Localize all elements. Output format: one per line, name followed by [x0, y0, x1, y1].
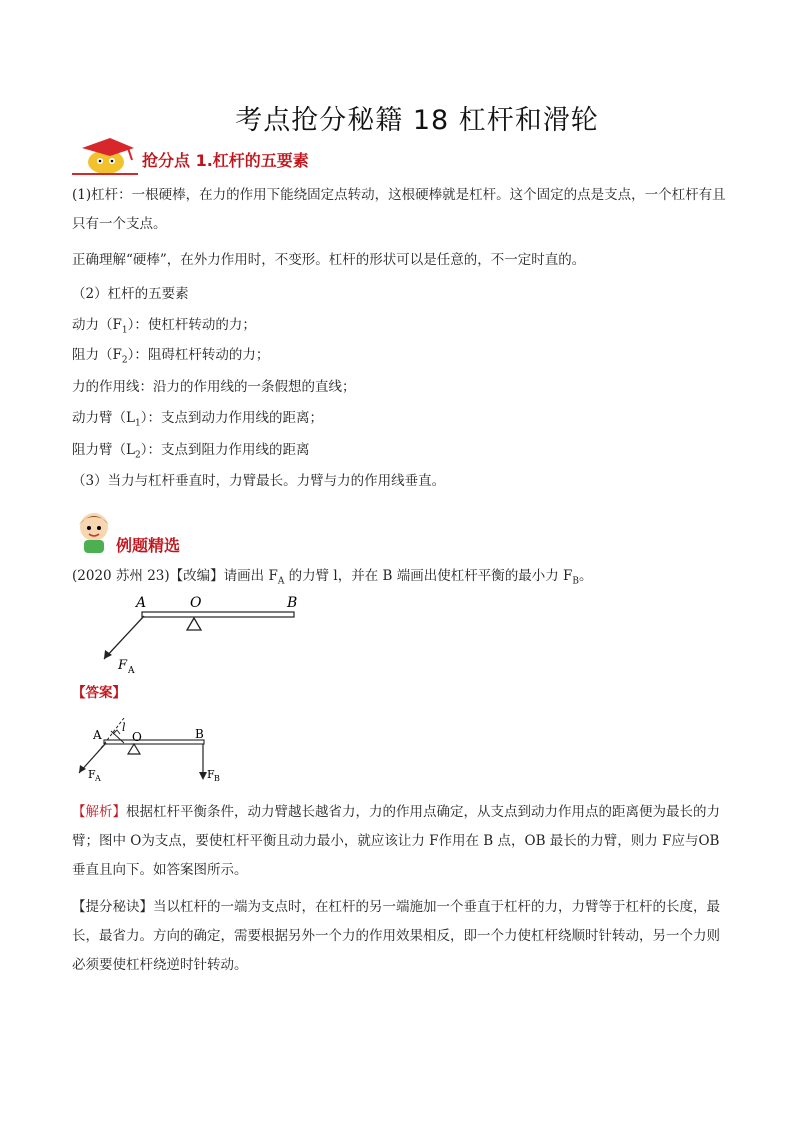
girl-mascot-icon	[70, 505, 118, 555]
answer-label-a: A	[93, 728, 102, 742]
answer-label-fa-sub: A	[95, 774, 101, 783]
graduation-cap-mascot-icon	[70, 134, 140, 178]
paragraph-effort-arm: 动力臂$(L_1)$：支点到动力作用线的距离；	[72, 410, 323, 429]
paragraph-rigid-bar: 正确理解“硬棒”，在外力作用时，不变形。杠杆的形状可以是任意的，不一定时直的。	[72, 252, 586, 268]
paragraph-resistance-arm: 阻力臂$(L_2)$：支点到阻力作用线的距离	[72, 442, 310, 461]
answer-label: 【答案】	[72, 685, 126, 701]
label-fa-sub: A	[128, 666, 135, 676]
label-fa: F	[118, 658, 128, 673]
lever-answer-figure	[72, 712, 242, 788]
tip-label: 【提分秘诀】	[72, 899, 153, 915]
page-title: 考点抢分秘籍 18 杠杆和滑轮	[235, 105, 599, 136]
analysis-paragraph: 【解析】根据杠杆平衡条件，动力臂越长越省力，力的作用点确定，从支点到动力作用点的距离便为最长的力臂；图中 O为支点，要使杠杆平衡且动力最小，就应该让力 F作用在 B 点，OB 最长的力臂，则力 F应与OB 垂直且向下。如答案图所示。	[72, 804, 720, 878]
paragraph-five-elements: （2）杠杆的五要素	[72, 286, 189, 302]
answer-label-o: O	[132, 730, 142, 744]
paragraph-perpendicular: （3）当力与杠杆垂直时，力臂最长。力臂与力的作用线垂直。	[72, 473, 446, 489]
paragraph-line-of-action: 力的作用线：沿力的作用线的一条假想的直线；	[72, 379, 356, 395]
answer-label-fb: F	[207, 768, 215, 781]
label-a: A	[136, 595, 147, 611]
paragraph-resistance: 阻力$(F_2)$：阻碍杠杆转动的力；	[72, 347, 270, 366]
answer-label-fa: F	[88, 768, 96, 781]
answer-label-fb-sub: B	[214, 774, 220, 783]
answer-label-b: B	[195, 727, 204, 741]
question-text: (2020 苏州 23)【改编】请画出 $F_A$ 的力臂 l，并在 B 端画出使杠杆平衡的最小力 $F_B$。	[72, 568, 593, 587]
label-b: B	[287, 595, 298, 611]
force-fa-line	[104, 616, 144, 659]
answer-fulcrum	[128, 744, 140, 754]
lever-bar	[142, 612, 294, 617]
answer-label-l: l	[122, 721, 126, 734]
section-heading	[70, 134, 390, 178]
section-title: 抢分点 1.杠杆的五要素	[142, 151, 309, 170]
answer-fb-arrowhead	[199, 772, 207, 780]
answer-extension-line	[98, 718, 124, 752]
analysis-label: 【解析】	[72, 804, 126, 820]
lever-question-figure	[90, 592, 320, 684]
paragraph-lever-definition: (1)杠杆：一根硬棒，在力的作用下能绕固定点转动，这根硬棒就是杠杆。这个固定的点是支点，一个杠杆有且只有一个支点。	[72, 187, 726, 232]
example-title: 例题精选	[116, 536, 181, 555]
answer-lever-bar	[104, 740, 204, 744]
label-o: O	[190, 595, 202, 611]
tip-paragraph: 【提分秘诀】当以杠杆的一端为支点时，在杠杆的另一端施加一个垂直于杠杆的力，力臂等于杠杆的长度，最长，最省力。方向的确定，需要根据另外一个力的作用效果相反，即一个力使杠杆绕顺时针转动，另一个力则必须要使杠杆绕逆时针转动。	[72, 899, 720, 973]
fulcrum-triangle	[187, 618, 201, 630]
example-heading	[70, 505, 270, 555]
paragraph-effort: 动力$(F_1)$：使杠杆转动的力；	[72, 317, 256, 336]
